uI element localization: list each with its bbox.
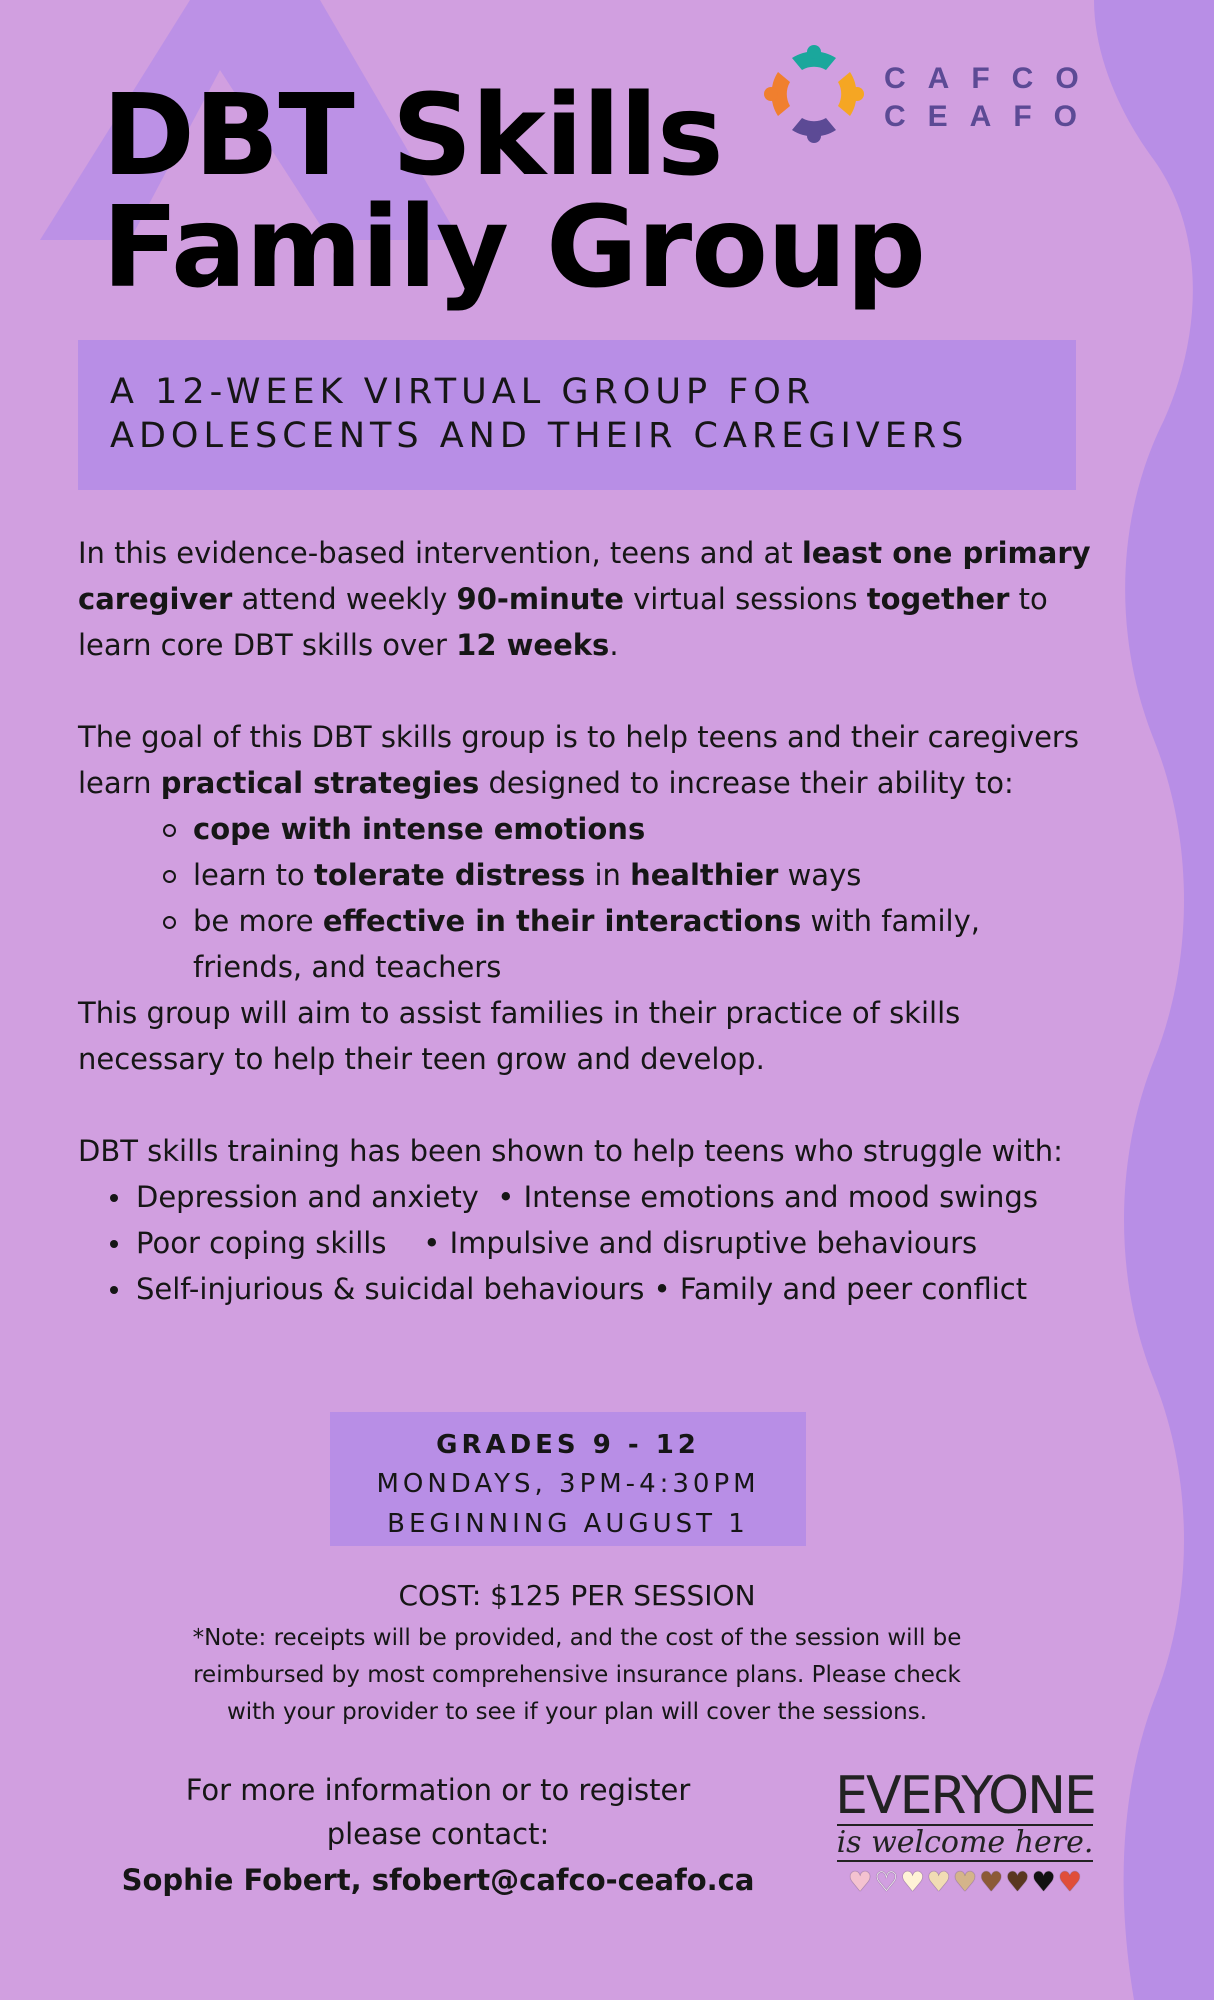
logo-line-2: CEAFO: [884, 100, 1099, 133]
body-text: [78, 530, 1118, 1312]
goals-list: [78, 806, 1118, 990]
cost-section: [180, 1576, 974, 1731]
goal-bold: practical strategies: [160, 766, 480, 800]
goal-item-text: ways: [778, 858, 862, 892]
heart-icon: ♥: [900, 1867, 925, 1898]
goal-item-text: with family, friends, and teachers: [193, 904, 980, 984]
intro-text: .: [609, 628, 619, 662]
goal-item-text: learn to: [193, 858, 315, 892]
grades-label: GRADES 9 - 12: [436, 1430, 700, 1460]
goal-item-bold: tolerate distress: [314, 858, 586, 892]
heart-icon: ♥: [952, 1867, 978, 1898]
logo-line-1: CAFCO: [884, 62, 1101, 95]
goal-item-bold: effective in their interactions: [322, 904, 802, 938]
intro-bold: together: [866, 582, 1010, 616]
struggle-intro: DBT skills training has been shown to help teens who struggle with:: [78, 1134, 1063, 1168]
subtitle-line-1: A 12-WEEK VIRTUAL GROUP FOR: [110, 372, 816, 412]
subtitle-line-2: ADOLESCENTS AND THEIR CAREGIVERS: [110, 416, 969, 456]
intro-bold: 90-minute: [456, 582, 624, 616]
subtitle-banner: [78, 340, 1076, 490]
list-item: Depression and anxiety • Intense emotions and mood swings: [136, 1174, 1118, 1220]
contact-line-2: please contact:: [326, 1817, 550, 1851]
intro-text: to learn core DBT skills over: [78, 582, 1048, 662]
goal-text: designed to increase their ability to:: [479, 766, 1014, 800]
goal-text: The goal of this DBT skills group is to help teens and their caregivers learn: [78, 720, 1079, 800]
contact-section: [100, 1768, 776, 1904]
struggles-list: [78, 1174, 1118, 1312]
list-item: Poor coping skills • Impulsive and disruptive behaviours: [136, 1220, 1118, 1266]
heart-icon: ♥: [926, 1867, 951, 1898]
welcome-line-2: is welcome here.: [836, 1825, 1094, 1860]
contact-name-email[interactable]: Sophie Fobert, sfobert@cafco-ceafo.ca: [121, 1863, 755, 1897]
schedule-box: [330, 1412, 806, 1546]
goal-item-bold: cope with intense emotions: [193, 812, 646, 846]
contact-line-1: For more information or to register: [185, 1773, 691, 1807]
list-item: [193, 898, 1013, 990]
cost-price: COST: $125 PER SESSION: [398, 1579, 756, 1612]
intro-text: In this evidence-based intervention, teens and at: [78, 536, 802, 570]
intro-text: virtual sessions: [623, 582, 867, 616]
heart-icon: ♥: [848, 1867, 873, 1898]
start-date: BEGINNING AUGUST 1: [387, 1509, 749, 1539]
cost-note: *Note: receipts will be provided, and the cost of the session will be reimbursed by most comprehensive insurance plans. Please check with your provider to see if your plan will cover the sessions.: [192, 1625, 962, 1725]
goal-paragraph: [78, 714, 1118, 806]
intro-paragraph: [78, 530, 1118, 668]
hearts-row: [830, 1868, 1100, 1898]
heart-icon: ♥: [1031, 1867, 1056, 1898]
closing-paragraph: This group will aim to assist families in their practice of skills necessary to help their teen grow and develop.: [78, 996, 961, 1076]
subtitle: [110, 370, 1050, 458]
goal-item-text: in: [585, 858, 631, 892]
goal-item-bold: healthier: [630, 858, 779, 892]
goal-item-text: be more: [193, 904, 323, 938]
welcome-line-1: EVERYONE: [835, 1766, 1095, 1826]
list-item: [193, 806, 1118, 852]
title-line-2: Family Group: [102, 183, 926, 313]
meeting-day: MONDAYS, 3PM-4:30PM: [376, 1469, 760, 1499]
heart-icon: ♡: [874, 1867, 899, 1898]
list-item: Self-injurious & suicidal behaviours • Family and peer conflict: [136, 1266, 1118, 1312]
everyone-welcome-badge: [830, 1768, 1100, 1898]
heart-icon: ♥: [1005, 1867, 1030, 1898]
page-title: [102, 71, 1002, 313]
heart-icon: ♥: [1057, 1867, 1082, 1898]
intro-text: attend weekly: [232, 582, 457, 616]
heart-icon: ♥: [979, 1867, 1004, 1898]
list-item: [193, 852, 1118, 898]
intro-bold: 12 weeks: [456, 628, 610, 662]
intro-bold: least one primary caregiver: [78, 536, 1091, 616]
title-line-1: DBT Skills: [102, 71, 723, 201]
